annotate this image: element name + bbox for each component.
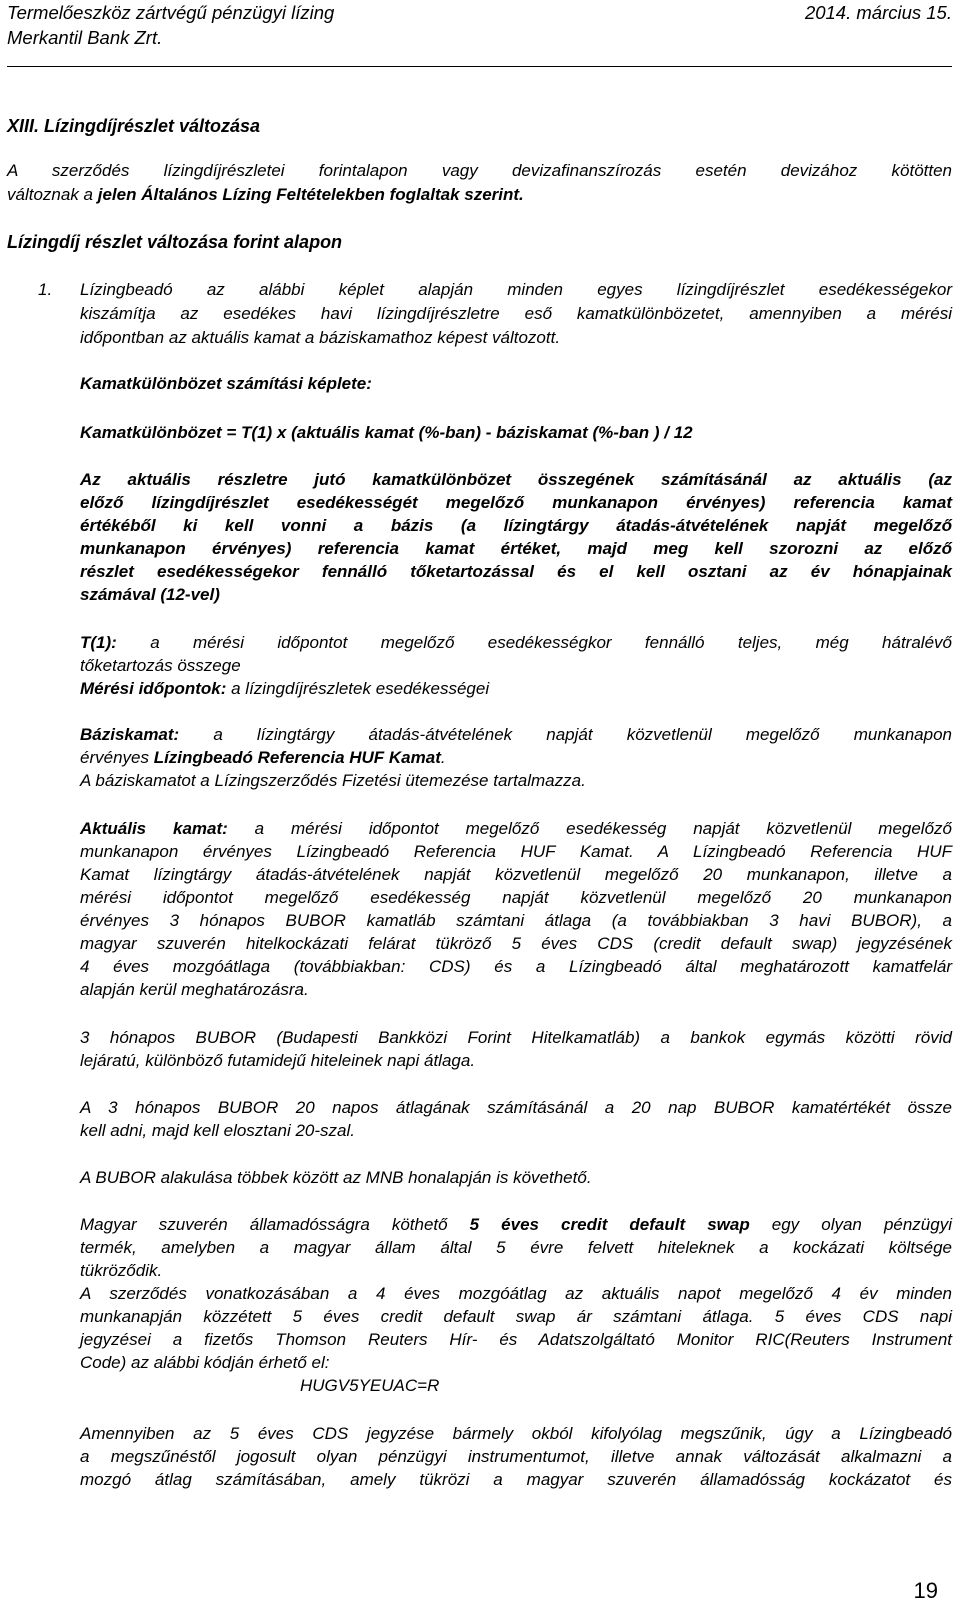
bazis-definition xyxy=(80,724,952,746)
t1-definition xyxy=(80,632,952,654)
cds-line-1-start: Magyar szuverén államadósságra köthető xyxy=(80,1215,470,1234)
bazis-line-2-end: . xyxy=(440,748,446,767)
intro-line-2 xyxy=(7,184,524,206)
aktualis-line-8: alapján kerül meghatározásra. xyxy=(80,980,309,999)
aktualis-line-1 xyxy=(80,818,952,840)
cds-line-4: A szerződés vonatkozásában a 4 éves mozgóátlag az aktuális napot megelőző 4 év minden xyxy=(80,1284,952,1303)
intro-line-2-start: változnak a xyxy=(7,185,98,204)
intro-line-2-bold: jelen Általános Lízing Feltételekben foglaltak szerint. xyxy=(97,185,524,204)
subsection-title: Lízingdíj részlet változása forint alapon xyxy=(7,232,343,252)
bazis-label: Báziskamat: xyxy=(80,725,180,744)
intro-line-1: A szerződés lízingdíjrészletei forintalapon vagy devizafinanszírozás esetén devizához kötötten xyxy=(7,161,952,180)
bubor-line-2: lejáratú, különböző futamidejű hiteleinek napi átlaga. xyxy=(80,1051,476,1070)
closing-line-1: Amennyiben az 5 éves CDS jegyzése bármely okból kifolyólag megszűnik, úgy a Lízingbeadó xyxy=(80,1424,952,1443)
section-title: XIII. Lízingdíjrészlet változása xyxy=(7,116,261,136)
meres-definition xyxy=(80,678,489,700)
bubor-mnb-line: A BUBOR alakulása többek között az MNB honalapján is követhető. xyxy=(80,1168,592,1187)
company-name: Merkantil Bank Zrt. xyxy=(7,27,163,48)
cds-line-6: jegyzései a fizetős Thomson Reuters Hír- és Adatszolgáltató Monitor RIC(Reuters Instrument xyxy=(80,1330,952,1349)
cds-line-3: tükröződik. xyxy=(80,1261,163,1280)
bazis-definition-line-3: A báziskamatot a Lízingszerződés Fizetési ütemezése tartalmazza. xyxy=(80,771,586,790)
document-title: Termelőeszköz zártvégű pénzügyi lízing xyxy=(7,2,335,23)
cds-line-5: munkanapján közzétett 5 éves credit default swap ár számtani átlaga. 5 éves CDS napi xyxy=(80,1307,952,1326)
aktualis-label: Aktuális kamat: xyxy=(80,819,228,838)
t1-label: T(1): xyxy=(80,633,117,652)
bazis-line-2-start: érvényes xyxy=(80,748,154,767)
bazis-text: a lízingtárgy átadás-átvételének napját közvetlenül megelőző munkanapon xyxy=(179,725,952,744)
cds-line-7: Code) az alábbi kódján érhető el: xyxy=(80,1353,330,1372)
calc-line-1: Az aktuális részletre jutó kamatkülönbözet összegének számításánál az aktuális (az xyxy=(80,470,952,489)
calc-line-5: részlet esedékességekor fennálló tőketartozással és el kell osztani az év hónapjainak xyxy=(80,562,952,581)
calc-line-2: előző lízingdíjrészlet esedékességét megelőző munkanapon érvényes) referencia kamat xyxy=(80,493,952,512)
aktualis-line-7: 4 éves mozgóátlaga (továbbiakban: CDS) és a Lízingbeadó által meghatározott kamatfelár xyxy=(80,957,952,976)
page-header xyxy=(7,2,952,24)
aktualis-line-3: Kamat lízingtárgy átadás-átvételének napját közvetlenül megelőző 20 munkanapon, illetve a xyxy=(80,865,952,884)
aktualis-text: a mérési időpontot megelőző esedékesség napját közvetlenül megelőző xyxy=(227,819,952,838)
closing-line-3: mozgó átlag számításában, amely tükrözi a magyar szuverén államadósság kockázatot és xyxy=(80,1470,952,1489)
bubor-line-1: 3 hónapos BUBOR (Budapesti Bankközi Forint Hitelkamatláb) a bankok egymás közötti rövid xyxy=(80,1028,952,1047)
bubor-avg-line-2: kell adni, majd kell elosztani 20-szal. xyxy=(80,1121,355,1140)
item1-line-2: kiszámítja az esedékes havi lízingdíjrészletre eső kamatkülönbözetet, amennyiben a mérési xyxy=(80,304,952,323)
cds-line-1 xyxy=(80,1214,952,1236)
meres-label: Mérési időpontok: xyxy=(80,679,227,698)
t1-definition-line-2: tőketartozás összege xyxy=(80,656,241,675)
item1-line-3: időpontban az aktuális kamat a báziskamathoz képest változott. xyxy=(80,328,561,347)
ric-code: HUGV5YEUAC=R xyxy=(300,1376,440,1395)
calc-line-3: értékéből ki kell vonni a bázis (a lízingtárgy átadás-átvételének napját megelőző xyxy=(80,516,952,535)
cds-line-1-end: egy olyan pénzügyi xyxy=(749,1215,952,1234)
formula-text: Kamatkülönbözet = T(1) x (aktuális kamat (%-ban) - báziskamat (%-ban ) / 12 xyxy=(80,423,693,442)
bazis-definition-line-2 xyxy=(80,747,446,769)
item1-line-1: Lízingbeadó az alábbi képlet alapján minden egyes lízingdíjrészlet esedékességekor xyxy=(80,280,952,299)
calc-line-4: munkanapon érvényes) referencia kamat értéket, majd meg kell szorozni az előző xyxy=(80,539,952,558)
calc-line-6: számával (12-vel) xyxy=(80,585,220,604)
bubor-avg-line-1: A 3 hónapos BUBOR 20 napos átlagának számításánál a 20 nap BUBOR kamatértékét össze xyxy=(80,1098,952,1117)
aktualis-line-2: munkanapon érvényes Lízingbeadó Referencia HUF Kamat. A Lízingbeadó Referencia HUF xyxy=(80,842,952,861)
formula-heading: Kamatkülönbözet számítási képlete: xyxy=(80,374,372,393)
t1-text: a mérési időpontot megelőző esedékességkor fennálló teljes, még hátralévő xyxy=(116,633,952,652)
cds-line-2: termék, amelyben a magyar állam által 5 évre felvett hiteleknek a kockázati költsége xyxy=(80,1238,952,1257)
aktualis-line-4: mérési időpontot megelőző esedékesség napját közvetlenül megelőző 20 munkanapon xyxy=(80,888,952,907)
item-number: 1. xyxy=(38,280,53,299)
closing-line-2: a megszűnéstől jogosult olyan pénzügyi instrumentumot, illetve annak változását alkalmazni a xyxy=(80,1447,952,1466)
meres-text: a lízingdíjrészletek esedékességei xyxy=(226,679,490,698)
bazis-rate-name: Lízingbeadó Referencia HUF Kamat xyxy=(153,748,441,767)
aktualis-line-6: magyar szuverén hitelkockázati felárat tükröző 5 éves CDS (credit default swap) jegyzésének xyxy=(80,934,952,953)
document-date: 2014. március 15. xyxy=(804,2,952,23)
page-header-company-row xyxy=(7,27,952,49)
page-number: 19 xyxy=(913,1578,938,1603)
header-divider xyxy=(7,66,952,67)
cds-term: 5 éves credit default swap xyxy=(469,1215,750,1234)
aktualis-line-5: érvényes 3 hónapos BUBOR kamatláb számtani átlaga (a továbbiakban 3 havi BUBOR), a xyxy=(80,911,952,930)
